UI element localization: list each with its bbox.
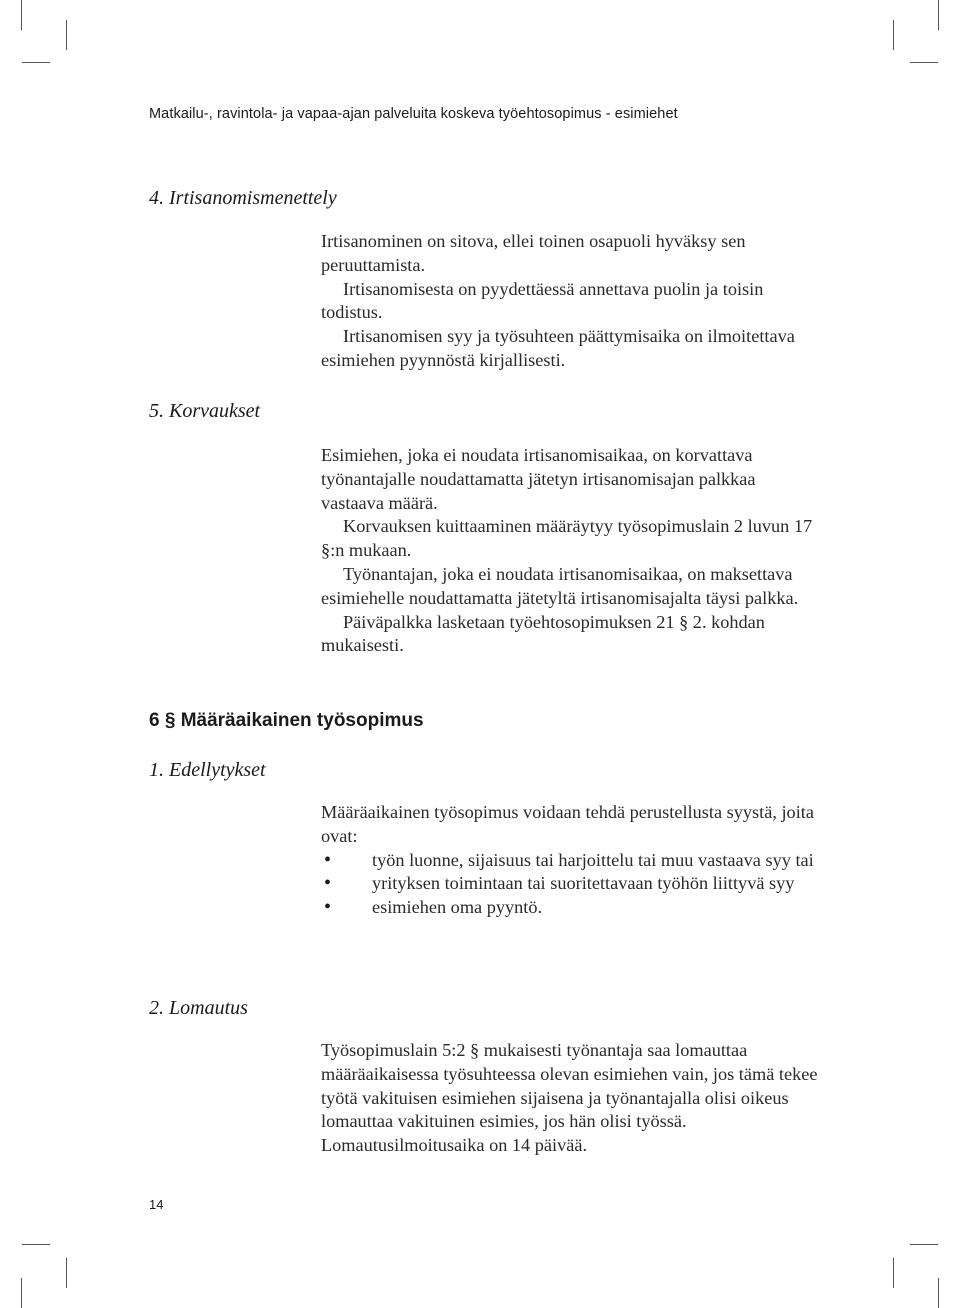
crop-mark bbox=[910, 1244, 938, 1245]
paragraph: Määräaikainen työsopimus voidaan tehdä perustellusta syystä, joita ovat: bbox=[321, 802, 814, 846]
crop-mark bbox=[22, 1244, 50, 1245]
list-item: • työn luonne, sijaisuus tai harjoittelu tai muu vastaava syy tai bbox=[321, 849, 821, 873]
chapter-heading: 6 § Määräaikainen työsopimus bbox=[149, 710, 424, 731]
paragraph: Irtisanominen on sitova, ellei toinen osapuoli hyväksy sen peruuttamista. bbox=[321, 231, 746, 275]
paragraph: Esimiehen, joka ei noudata irtisanomisaikaa, on korvattava työnantajalle noudattamatta jätetyn irtisanomisajan palkkaa vastaava määrä. bbox=[321, 445, 756, 513]
page-number: 14 bbox=[149, 1197, 164, 1212]
list-item: • esimiehen oma pyyntö. bbox=[321, 896, 821, 920]
paragraph: Päiväpalkka lasketaan työehtosopimuksen 21 § 2. kohdan mukaisesti. bbox=[321, 611, 765, 656]
crop-mark bbox=[938, 0, 939, 30]
section-title-lomautus: 2. Lomautus bbox=[149, 997, 248, 1019]
paragraph: Työsopimuslain 5:2 § mukaisesti työnantaja saa lomauttaa määräaikaisessa työsuhteessa olevan esimiehen vain, jos tämä tekee työtä vakituisen esimiehen sijaisena ja työnantajalla olisi oikeus lomauttaa vakituinen esimies, jos hän olisi työssä. Lomautusilmoitusaika on 14 päivää. bbox=[321, 1040, 818, 1156]
list-item: • yrityksen toimintaan tai suoritettavaan työhön liittyvä syy bbox=[321, 872, 821, 896]
crop-mark bbox=[66, 20, 67, 50]
running-header: Matkailu-, ravintola- ja vapaa-ajan palveluita koskeva työehtosopimus - esimiehet bbox=[149, 106, 678, 122]
crop-mark bbox=[938, 1278, 939, 1308]
crop-mark bbox=[22, 62, 50, 63]
section-title-irtisanomismenettely: 4. Irtisanomismenettely bbox=[149, 187, 337, 209]
paragraph: Työnantajan, joka ei noudata irtisanomisaikaa, on maksettava esimiehelle noudattamatta jätetyltä irtisanomisajalta täysi palkka. bbox=[321, 563, 799, 608]
crop-mark bbox=[893, 20, 894, 50]
section-body-korvaukset bbox=[321, 444, 821, 658]
crop-mark bbox=[21, 1278, 22, 1308]
crop-mark bbox=[21, 0, 22, 30]
crop-mark bbox=[66, 1258, 67, 1288]
section-title-korvaukset: 5. Korvaukset bbox=[149, 400, 261, 422]
section-body-edellytykset bbox=[321, 801, 821, 920]
crop-mark bbox=[910, 62, 938, 63]
crop-mark bbox=[893, 1258, 894, 1288]
bullet-list bbox=[321, 849, 821, 920]
paragraph: Irtisanomisen syy ja työsuhteen päättymisaika on ilmoitettava esimiehen pyynnöstä kirjallisesti. bbox=[321, 326, 795, 370]
section-title-edellytykset: 1. Edellytykset bbox=[149, 759, 266, 781]
section-body-irtisanomismenettely bbox=[321, 230, 821, 373]
paragraph: Korvauksen kuittaaminen määräytyy työsopimuslain 2 luvun 17 §:n mukaan. bbox=[321, 516, 813, 561]
paragraph: Irtisanomisesta on pyydettäessä annettava puolin ja toisin todistus. bbox=[321, 278, 764, 323]
section-body-lomautus bbox=[321, 1039, 821, 1158]
